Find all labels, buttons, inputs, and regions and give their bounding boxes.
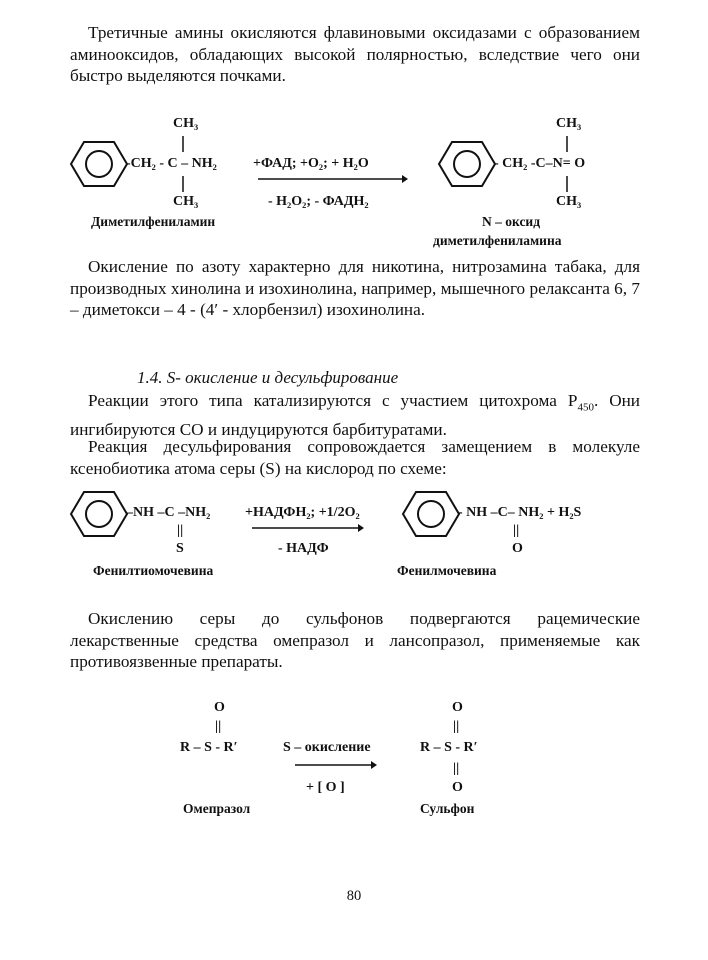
oxygen-atom: O — [214, 700, 225, 715]
paragraph-cytochrome: Реакции этого типа катализируются с участием цитохрома $P_{450}$. Они ингибируются CO и индуцируются барбитуратами. — [70, 391, 641, 439]
reagents-below-arrow: - H₂O₂; - ФАДН₂ — [268, 194, 369, 209]
reagents-above-arrow: +ФАД; +O₂; + H₂O — [253, 156, 369, 171]
benzene-ring-icon — [438, 140, 496, 188]
label-omeprazole: Омепразол — [183, 801, 251, 816]
right-chain: - CH₂ -C–N= O — [494, 156, 586, 171]
benzene-ring-icon — [70, 490, 128, 538]
ch3-bottom-left: CH₃ — [173, 194, 199, 209]
reaction-arrow-icon — [295, 760, 377, 770]
reaction-arrow-icon — [258, 174, 408, 184]
left-chain: –NH –C –NH₂ — [126, 505, 211, 520]
oxygen-atom: O — [452, 700, 463, 715]
formula-sulfone: R – S - R′ — [420, 740, 478, 755]
paragraph-desulfuration: Реакция десульфирования сопровождается замещением в молекуле ксенобиотика атома серы (S) на кислород по схеме: — [70, 437, 640, 478]
double-bond: || — [453, 761, 460, 776]
benzene-ring-icon — [70, 140, 128, 188]
sulfur-atom: S — [176, 541, 184, 556]
paragraph-tertiary-amines: Третичные амины окисляются флавиновыми оксидазами с образованием аминооксидов, обладающих высокой полярностью, вследствие чего они быстро выделяются почками. — [70, 23, 640, 85]
label-sulfone: Сульфон — [420, 801, 475, 816]
label-dimethylphenylamine: Диметилфениламин — [91, 214, 216, 229]
oxygen-atom: O — [512, 541, 523, 556]
double-bond: || — [453, 719, 460, 734]
label-phenylthiourea: Фенилтиомочевина — [93, 563, 214, 578]
oxygen-atom: O — [452, 780, 463, 795]
section-heading: 1.4. S- окисление и десульфирование — [137, 368, 399, 387]
right-chain: - NH –C– NH₂ + H₂S — [458, 505, 582, 520]
double-bond: || — [513, 523, 520, 538]
reagent-below-arrow: + [ O ] — [306, 780, 345, 795]
reaction-arrow-icon — [252, 523, 364, 533]
double-bond: || — [215, 719, 222, 734]
formula-omeprazole: R – S - R′ — [180, 740, 238, 755]
left-chain: -CH₂ - C – NH₂ — [126, 156, 217, 171]
reagent-above-arrow: S – окисление — [283, 740, 371, 755]
reagents-above-arrow: +НАДФН₂; +1/2O₂ — [245, 505, 360, 520]
reagents-below-arrow: - НАДФ — [278, 541, 329, 556]
benzene-ring-icon — [402, 490, 460, 538]
ch3-top-left: CH₃ — [173, 116, 199, 131]
paragraph-sulfone-oxidation: Окислению серы до сульфонов подвергаются рацемические лекарственные средства омепразол и лансопразол, применяемые как противоязвенные препараты. — [70, 609, 640, 671]
double-bond: || — [177, 523, 184, 538]
label-phenylurea: Фенилмочевина — [397, 563, 497, 578]
ch3-top-right: CH₃ — [556, 116, 582, 131]
paragraph-nitrogen-oxidation: Окисление по азоту характерно для никотина, нитрозамина табака, для производных хинолина и изохинолина, например, мышечного релаксанта 6, 7 – диметокси – 4 - (4′ - хлорбензил) изохинолина. — [70, 257, 640, 319]
page-number: 80 — [346, 888, 362, 904]
label-n-oxide-2: диметилфениламина — [433, 233, 562, 248]
label-n-oxide: N – оксид — [482, 214, 541, 229]
ch3-bottom-right: CH₃ — [556, 194, 582, 209]
